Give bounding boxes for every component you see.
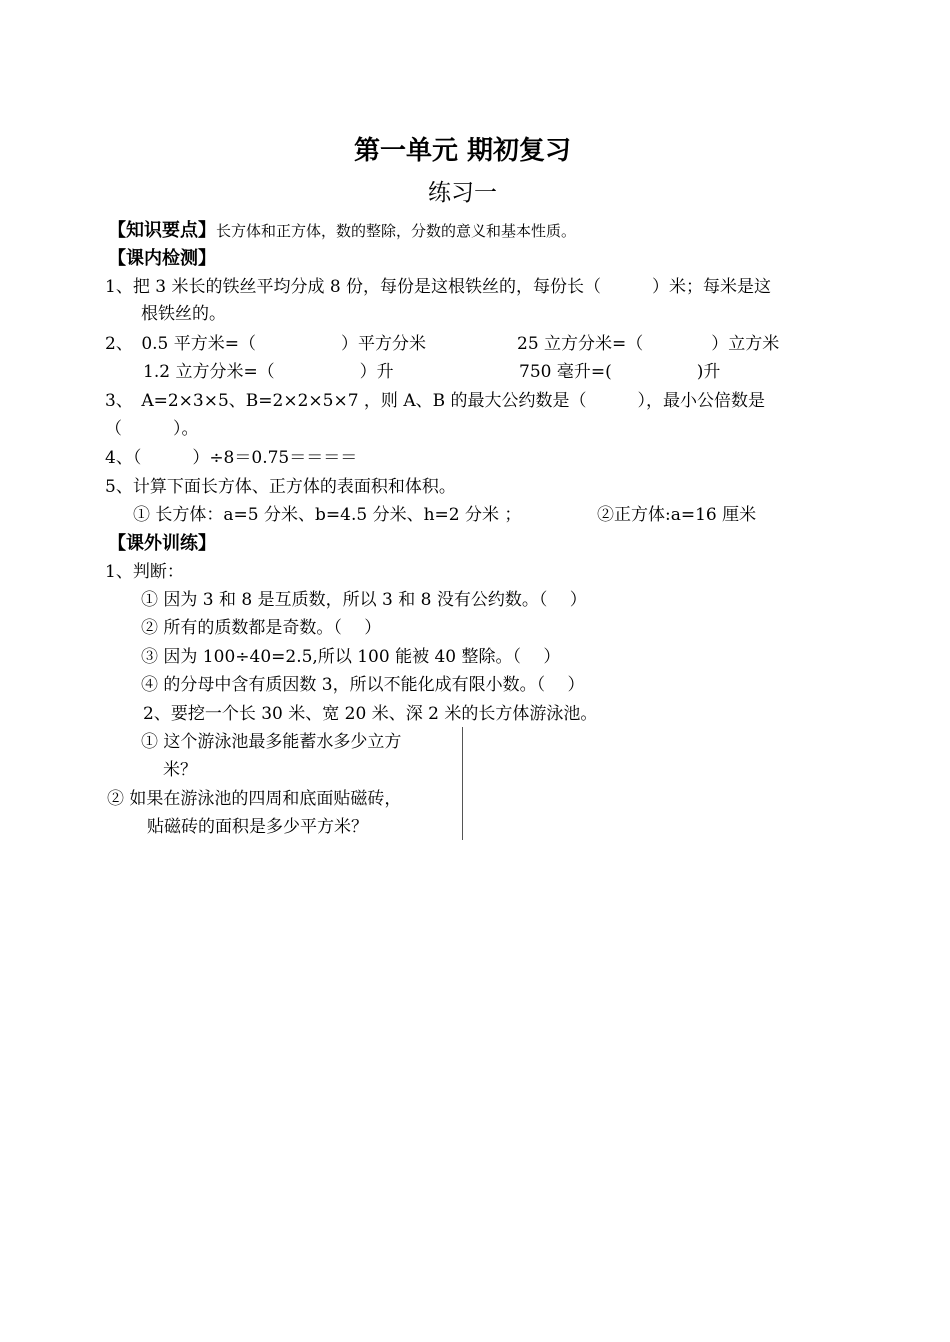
pool-subquestion-2-line-1: ② 如果在游泳池的四周和底面贴磁砖， xyxy=(107,789,402,809)
question-2-area: 2、 0.5 平方米=（ ）平方分米 xyxy=(105,334,426,354)
question-1-line-1: 1、把 3 米长的铁丝平均分成 8 份，每份是这根铁丝的，每份长（ ）米；每米是这 xyxy=(105,277,772,297)
question-2-volume: 25 立方分米=（ ）立方米 xyxy=(517,334,780,354)
pool-subquestion-1-line-2: 米？ xyxy=(163,760,197,780)
answer-divider-line xyxy=(462,727,463,840)
knowledge-label: 【知识要点】 xyxy=(108,220,216,241)
question-5: 5、计算下面长方体、正方体的表面积和体积。 xyxy=(105,477,456,497)
question-2-milliliters: 750 毫升=( )升 xyxy=(519,362,721,382)
page-subtitle: 练习一 xyxy=(428,180,497,206)
judge-item-4: ④ 的分母中含有质因数 3，所以不能化成有限小数。（ ） xyxy=(141,675,585,695)
judge-item-1: ① 因为 3 和 8 是互质数，所以 3 和 8 没有公约数。（ ） xyxy=(141,590,587,610)
pool-question: 2、要挖一个长 30 米、宽 20 米、深 2 米的长方体游泳池。 xyxy=(143,704,598,724)
question-4: 4、（ ）÷8＝0.75＝＝＝＝ xyxy=(105,448,358,468)
question-5-cube: ②正方体:a=16 厘米 xyxy=(597,505,757,525)
knowledge-section xyxy=(108,220,576,242)
question-3-line-1: 3、 A=2×3×5、B=2×2×5×7 ，则 A、B 的最大公约数是（ ），最小公倍数是 xyxy=(105,391,765,411)
judge-item-3: ③ 因为 100÷40=2.5,所以 100 能被 40 整除。（ ） xyxy=(141,647,561,667)
classroom-label: 【课内检测】 xyxy=(108,248,216,269)
question-3-line-2: （ ）。 xyxy=(105,419,199,439)
knowledge-text: 长方体和正方体，数的整除，分数的意义和基本性质。 xyxy=(216,222,577,240)
pool-subquestion-1-line-1: ① 这个游泳池最多能蓄水多少立方 xyxy=(141,732,402,752)
pool-subquestion-2-line-2: 贴磁砖的面积是多少平方米？ xyxy=(147,817,368,837)
page-title: 第一单元 期初复习 xyxy=(353,136,572,166)
question-2-liters: 1.2 立方分米=（ ）升 xyxy=(143,362,394,382)
question-5-cuboid: ① 长方体：a=5 分米、b=4.5 分米、h=2 分米 ； xyxy=(133,505,522,525)
judge-heading: 1、判断： xyxy=(105,562,184,582)
homework-label: 【课外训练】 xyxy=(108,533,216,554)
question-1-line-2: 根铁丝的。 xyxy=(141,304,226,324)
judge-item-2: ② 所有的质数都是奇数。（ ） xyxy=(141,618,382,638)
